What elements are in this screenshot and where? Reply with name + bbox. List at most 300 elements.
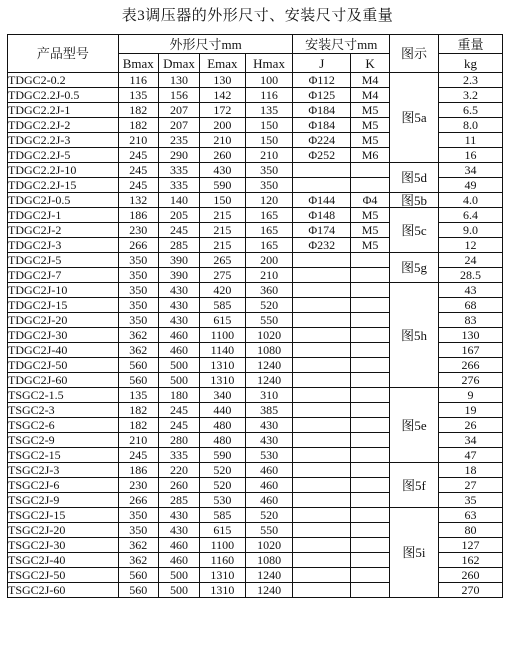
j-cell: Φ232 [293, 238, 351, 253]
k-cell [350, 313, 389, 328]
hmax-cell: 210 [245, 148, 293, 163]
k-cell: M5 [350, 208, 389, 223]
hmax-cell: 1080 [245, 343, 293, 358]
dmax-cell: 430 [158, 523, 199, 538]
model-cell: TDGC2J-20 [8, 313, 119, 328]
model-cell: TSGC2J-30 [8, 538, 119, 553]
j-cell [293, 568, 351, 583]
model-cell: TSGC2-1.5 [8, 388, 119, 403]
hmax-cell: 135 [245, 103, 293, 118]
weight-cell: 19 [438, 403, 502, 418]
weight-cell: 68 [438, 298, 502, 313]
weight-cell: 266 [438, 358, 502, 373]
hmax-cell: 210 [245, 268, 293, 283]
weight-cell: 2.3 [438, 73, 502, 88]
hmax-cell: 100 [245, 73, 293, 88]
j-cell: Φ144 [293, 193, 351, 208]
emax-cell: 480 [200, 433, 246, 448]
weight-cell: 276 [438, 373, 502, 388]
j-cell [293, 463, 351, 478]
bmax-cell: 245 [118, 148, 158, 163]
header-install-dimensions: 安装尺寸mm [293, 35, 390, 54]
weight-cell: 26 [438, 418, 502, 433]
figure-cell: 图5b [390, 193, 439, 208]
weight-cell: 24 [438, 253, 502, 268]
model-cell: TDGC2.2J-10 [8, 163, 119, 178]
dimensions-table [7, 34, 503, 598]
header-dmax: Dmax [158, 54, 199, 73]
emax-cell: 420 [200, 283, 246, 298]
weight-cell: 6.4 [438, 208, 502, 223]
bmax-cell: 362 [118, 553, 158, 568]
dmax-cell: 235 [158, 133, 199, 148]
model-cell: TDGC2.2J-1 [8, 103, 119, 118]
hmax-cell: 1020 [245, 538, 293, 553]
j-cell [293, 403, 351, 418]
table-title: 表3调压器的外形尺寸、安装尺寸及重量 [121, 8, 394, 24]
emax-cell: 275 [200, 268, 246, 283]
bmax-cell: 245 [118, 178, 158, 193]
emax-cell: 215 [200, 208, 246, 223]
emax-cell: 1140 [200, 343, 246, 358]
bmax-cell: 116 [118, 73, 158, 88]
k-cell [350, 523, 389, 538]
dmax-cell: 390 [158, 268, 199, 283]
model-cell: TDGC2J-3 [8, 238, 119, 253]
dmax-cell: 335 [158, 448, 199, 463]
j-cell: Φ224 [293, 133, 351, 148]
emax-cell: 1310 [200, 373, 246, 388]
model-cell: TDGC2J-15 [8, 298, 119, 313]
j-cell [293, 343, 351, 358]
k-cell [350, 253, 389, 268]
k-cell [350, 343, 389, 358]
j-cell [293, 523, 351, 538]
k-cell: M6 [350, 148, 389, 163]
model-cell: TSGC2J-20 [8, 523, 119, 538]
bmax-cell: 245 [118, 163, 158, 178]
weight-cell: 16 [438, 148, 502, 163]
model-cell: TSGC2-3 [8, 403, 119, 418]
model-cell: TDGC2J-50 [8, 358, 119, 373]
model-cell: TSGC2-9 [8, 433, 119, 448]
j-cell [293, 358, 351, 373]
header-emax: Emax [200, 54, 246, 73]
emax-cell: 585 [200, 298, 246, 313]
header-weight: 重量 [438, 35, 502, 54]
bmax-cell: 230 [118, 478, 158, 493]
header-weight-unit: kg [438, 54, 502, 73]
k-cell: M4 [350, 88, 389, 103]
bmax-cell: 362 [118, 538, 158, 553]
table-row [8, 463, 503, 478]
k-cell [350, 403, 389, 418]
j-cell [293, 283, 351, 298]
k-cell [350, 358, 389, 373]
model-cell: TDGC2J-5 [8, 253, 119, 268]
weight-cell: 34 [438, 433, 502, 448]
model-cell: TDGC2.2J-3 [8, 133, 119, 148]
k-cell [350, 163, 389, 178]
k-cell [350, 448, 389, 463]
emax-cell: 260 [200, 148, 246, 163]
weight-cell: 11 [438, 133, 502, 148]
table-row [8, 508, 503, 523]
k-cell [350, 478, 389, 493]
header-k: K [350, 54, 389, 73]
model-cell: TDGC2J-0.5 [8, 193, 119, 208]
dmax-cell: 430 [158, 508, 199, 523]
j-cell [293, 388, 351, 403]
dmax-cell: 245 [158, 418, 199, 433]
j-cell [293, 253, 351, 268]
weight-cell: 3.2 [438, 88, 502, 103]
emax-cell: 130 [200, 73, 246, 88]
emax-cell: 1100 [200, 538, 246, 553]
dmax-cell: 285 [158, 238, 199, 253]
model-cell: TSGC2-6 [8, 418, 119, 433]
bmax-cell: 182 [118, 418, 158, 433]
hmax-cell: 200 [245, 253, 293, 268]
bmax-cell: 186 [118, 463, 158, 478]
emax-cell: 265 [200, 253, 246, 268]
model-cell: TDGC2J-60 [8, 373, 119, 388]
weight-cell: 49 [438, 178, 502, 193]
model-cell: TSGC2J-40 [8, 553, 119, 568]
dmax-cell: 460 [158, 343, 199, 358]
k-cell [350, 583, 389, 598]
emax-cell: 150 [200, 193, 246, 208]
k-cell [350, 373, 389, 388]
k-cell [350, 568, 389, 583]
bmax-cell: 132 [118, 193, 158, 208]
weight-cell: 63 [438, 508, 502, 523]
figure-cell: 图5h [390, 283, 439, 388]
hmax-cell: 1240 [245, 583, 293, 598]
dmax-cell: 500 [158, 358, 199, 373]
k-cell: M5 [350, 223, 389, 238]
hmax-cell: 310 [245, 388, 293, 403]
dmax-cell: 460 [158, 328, 199, 343]
hmax-cell: 165 [245, 223, 293, 238]
hmax-cell: 1240 [245, 373, 293, 388]
emax-cell: 480 [200, 418, 246, 433]
j-cell: Φ252 [293, 148, 351, 163]
k-cell: M5 [350, 103, 389, 118]
weight-cell: 34 [438, 163, 502, 178]
weight-cell: 260 [438, 568, 502, 583]
dmax-cell: 460 [158, 538, 199, 553]
k-cell: M5 [350, 118, 389, 133]
header-bmax: Bmax [118, 54, 158, 73]
j-cell [293, 553, 351, 568]
emax-cell: 1310 [200, 358, 246, 373]
k-cell: M5 [350, 133, 389, 148]
j-cell [293, 268, 351, 283]
dmax-cell: 500 [158, 568, 199, 583]
emax-cell: 1100 [200, 328, 246, 343]
figure-cell: 图5d [390, 163, 439, 193]
emax-cell: 585 [200, 508, 246, 523]
j-cell [293, 328, 351, 343]
bmax-cell: 362 [118, 343, 158, 358]
table-row [8, 193, 503, 208]
bmax-cell: 210 [118, 133, 158, 148]
emax-cell: 440 [200, 403, 246, 418]
dmax-cell: 207 [158, 118, 199, 133]
bmax-cell: 560 [118, 568, 158, 583]
table-row [8, 208, 503, 223]
bmax-cell: 560 [118, 358, 158, 373]
hmax-cell: 165 [245, 238, 293, 253]
weight-cell: 8.0 [438, 118, 502, 133]
dmax-cell: 500 [158, 373, 199, 388]
j-cell [293, 163, 351, 178]
emax-cell: 615 [200, 523, 246, 538]
figure-cell: 图5c [390, 208, 439, 253]
emax-cell: 520 [200, 478, 246, 493]
bmax-cell: 560 [118, 373, 158, 388]
k-cell [350, 433, 389, 448]
hmax-cell: 460 [245, 463, 293, 478]
bmax-cell: 135 [118, 88, 158, 103]
emax-cell: 1310 [200, 583, 246, 598]
weight-cell: 28.5 [438, 268, 502, 283]
hmax-cell: 430 [245, 433, 293, 448]
j-cell [293, 493, 351, 508]
hmax-cell: 520 [245, 508, 293, 523]
dmax-cell: 430 [158, 313, 199, 328]
k-cell [350, 493, 389, 508]
k-cell [350, 553, 389, 568]
k-cell [350, 178, 389, 193]
model-cell: TSGC2-15 [8, 448, 119, 463]
figure-cell: 图5a [390, 73, 439, 163]
weight-cell: 127 [438, 538, 502, 553]
dmax-cell: 205 [158, 208, 199, 223]
dmax-cell: 156 [158, 88, 199, 103]
weight-cell: 12 [438, 238, 502, 253]
dmax-cell: 245 [158, 223, 199, 238]
weight-cell: 47 [438, 448, 502, 463]
dmax-cell: 220 [158, 463, 199, 478]
j-cell [293, 313, 351, 328]
model-cell: TSGC2J-3 [8, 463, 119, 478]
j-cell [293, 418, 351, 433]
emax-cell: 142 [200, 88, 246, 103]
k-cell [350, 508, 389, 523]
j-cell [293, 373, 351, 388]
k-cell [350, 268, 389, 283]
weight-cell: 83 [438, 313, 502, 328]
bmax-cell: 182 [118, 118, 158, 133]
j-cell [293, 508, 351, 523]
dmax-cell: 130 [158, 73, 199, 88]
weight-cell: 270 [438, 583, 502, 598]
header-model: 产品型号 [8, 35, 119, 73]
figure-cell: 图5g [390, 253, 439, 283]
emax-cell: 340 [200, 388, 246, 403]
weight-cell: 9.0 [438, 223, 502, 238]
header-figure: 图示 [390, 35, 439, 73]
bmax-cell: 362 [118, 328, 158, 343]
dmax-cell: 207 [158, 103, 199, 118]
dmax-cell: 180 [158, 388, 199, 403]
weight-cell: 130 [438, 328, 502, 343]
hmax-cell: 120 [245, 193, 293, 208]
weight-cell: 80 [438, 523, 502, 538]
emax-cell: 215 [200, 223, 246, 238]
emax-cell: 210 [200, 133, 246, 148]
hmax-cell: 1240 [245, 358, 293, 373]
hmax-cell: 150 [245, 118, 293, 133]
table-row [8, 253, 503, 268]
emax-cell: 590 [200, 448, 246, 463]
figure-cell: 图5e [390, 388, 439, 463]
dmax-cell: 460 [158, 553, 199, 568]
j-cell [293, 538, 351, 553]
table-row [8, 163, 503, 178]
hmax-cell: 150 [245, 133, 293, 148]
model-cell: TDGC2.2J-0.5 [8, 88, 119, 103]
j-cell: Φ125 [293, 88, 351, 103]
bmax-cell: 230 [118, 223, 158, 238]
dmax-cell: 260 [158, 478, 199, 493]
header-hmax: Hmax [245, 54, 293, 73]
k-cell [350, 538, 389, 553]
hmax-cell: 1080 [245, 553, 293, 568]
model-cell: TDGC2J-7 [8, 268, 119, 283]
bmax-cell: 560 [118, 583, 158, 598]
model-cell: TSGC2J-50 [8, 568, 119, 583]
k-cell: M4 [350, 73, 389, 88]
dmax-cell: 335 [158, 178, 199, 193]
hmax-cell: 1020 [245, 328, 293, 343]
bmax-cell: 186 [118, 208, 158, 223]
weight-cell: 35 [438, 493, 502, 508]
hmax-cell: 350 [245, 163, 293, 178]
emax-cell: 215 [200, 238, 246, 253]
figure-cell: 图5i [390, 508, 439, 598]
model-cell: TDGC2.2J-15 [8, 178, 119, 193]
model-cell: TDGC2.2J-2 [8, 118, 119, 133]
dmax-cell: 390 [158, 253, 199, 268]
weight-cell: 167 [438, 343, 502, 358]
hmax-cell: 460 [245, 478, 293, 493]
j-cell [293, 433, 351, 448]
bmax-cell: 350 [118, 508, 158, 523]
dmax-cell: 285 [158, 493, 199, 508]
bmax-cell: 350 [118, 313, 158, 328]
emax-cell: 590 [200, 178, 246, 193]
model-cell: TDGC2J-40 [8, 343, 119, 358]
bmax-cell: 182 [118, 103, 158, 118]
model-cell: TDGC2J-10 [8, 283, 119, 298]
dmax-cell: 430 [158, 298, 199, 313]
model-cell: TDGC2J-2 [8, 223, 119, 238]
hmax-cell: 165 [245, 208, 293, 223]
j-cell: Φ148 [293, 208, 351, 223]
table-body [8, 73, 503, 598]
k-cell [350, 328, 389, 343]
model-cell: TSGC2J-9 [8, 493, 119, 508]
dmax-cell: 290 [158, 148, 199, 163]
bmax-cell: 210 [118, 433, 158, 448]
dmax-cell: 500 [158, 583, 199, 598]
model-cell: TDGC2J-30 [8, 328, 119, 343]
bmax-cell: 266 [118, 238, 158, 253]
j-cell [293, 478, 351, 493]
j-cell: Φ112 [293, 73, 351, 88]
dmax-cell: 280 [158, 433, 199, 448]
emax-cell: 530 [200, 493, 246, 508]
emax-cell: 172 [200, 103, 246, 118]
j-cell: Φ184 [293, 118, 351, 133]
k-cell [350, 283, 389, 298]
bmax-cell: 350 [118, 283, 158, 298]
j-cell [293, 448, 351, 463]
figure-cell: 图5f [390, 463, 439, 508]
k-cell [350, 298, 389, 313]
dmax-cell: 245 [158, 403, 199, 418]
hmax-cell: 1240 [245, 568, 293, 583]
j-cell: Φ184 [293, 103, 351, 118]
model-cell: TDGC2-0.2 [8, 73, 119, 88]
hmax-cell: 550 [245, 523, 293, 538]
emax-cell: 520 [200, 463, 246, 478]
bmax-cell: 266 [118, 493, 158, 508]
k-cell [350, 463, 389, 478]
hmax-cell: 460 [245, 493, 293, 508]
hmax-cell: 116 [245, 88, 293, 103]
hmax-cell: 430 [245, 418, 293, 433]
model-cell: TDGC2J-1 [8, 208, 119, 223]
bmax-cell: 350 [118, 298, 158, 313]
hmax-cell: 530 [245, 448, 293, 463]
emax-cell: 430 [200, 163, 246, 178]
k-cell [350, 418, 389, 433]
hmax-cell: 385 [245, 403, 293, 418]
j-cell: Φ174 [293, 223, 351, 238]
model-cell: TSGC2J-15 [8, 508, 119, 523]
dmax-cell: 430 [158, 283, 199, 298]
weight-cell: 6.5 [438, 103, 502, 118]
bmax-cell: 350 [118, 523, 158, 538]
k-cell: M5 [350, 238, 389, 253]
table-row [8, 73, 503, 88]
bmax-cell: 245 [118, 448, 158, 463]
bmax-cell: 135 [118, 388, 158, 403]
weight-cell: 9 [438, 388, 502, 403]
model-cell: TSGC2J-60 [8, 583, 119, 598]
weight-cell: 27 [438, 478, 502, 493]
header-outer-dimensions: 外形尺寸mm [118, 35, 293, 54]
weight-cell: 43 [438, 283, 502, 298]
hmax-cell: 360 [245, 283, 293, 298]
emax-cell: 200 [200, 118, 246, 133]
hmax-cell: 550 [245, 313, 293, 328]
hmax-cell: 520 [245, 298, 293, 313]
emax-cell: 615 [200, 313, 246, 328]
emax-cell: 1160 [200, 553, 246, 568]
j-cell [293, 298, 351, 313]
dmax-cell: 140 [158, 193, 199, 208]
k-cell: Φ4 [350, 193, 389, 208]
table-row [8, 283, 503, 298]
dmax-cell: 335 [158, 163, 199, 178]
bmax-cell: 350 [118, 253, 158, 268]
hmax-cell: 350 [245, 178, 293, 193]
